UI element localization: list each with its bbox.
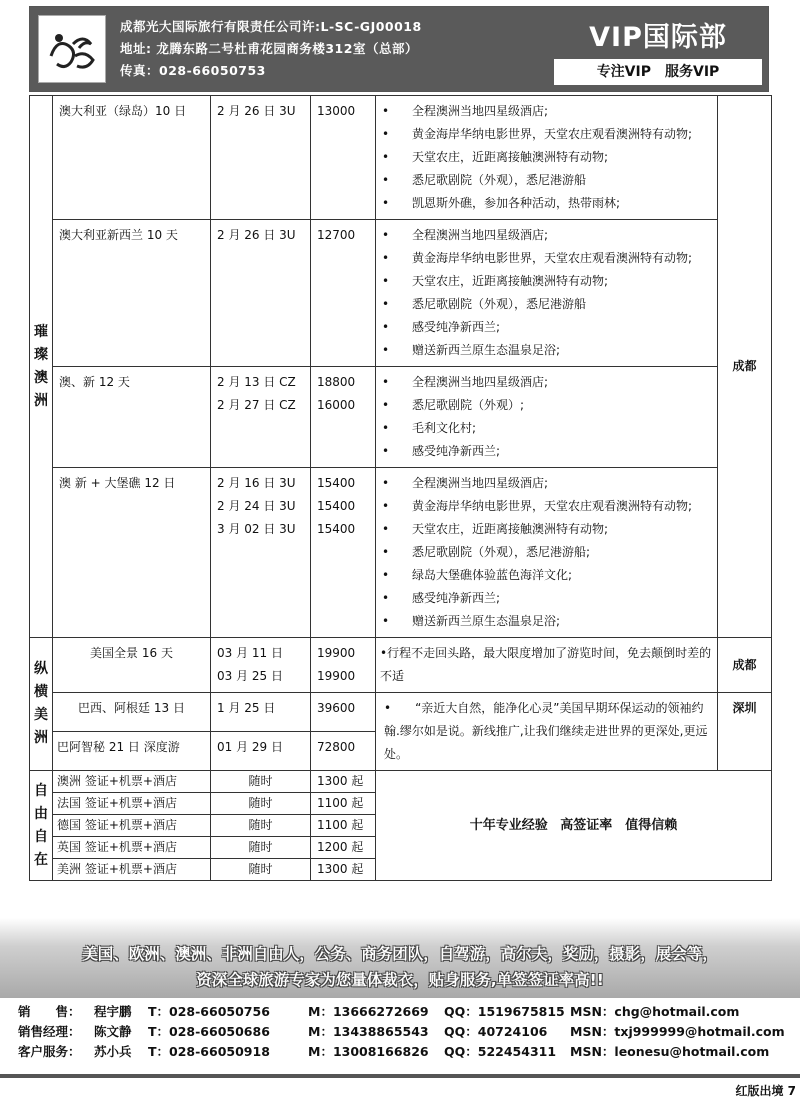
list-item: • 全程澳洲当地四星级酒店; <box>380 224 713 247</box>
tour-price: 39600 <box>311 693 376 732</box>
tour-highlights <box>376 367 718 468</box>
contact-role: 销售经理： <box>18 1024 81 1039</box>
list-item: • 悉尼歌剧院（外观）; <box>380 394 713 417</box>
list-item: • 黄金海岸华纳电影世界，天堂农庄观看澳洲特有动物; <box>380 247 713 270</box>
list-item: • 感受纯净新西兰; <box>380 440 713 463</box>
tour-name: 巴西、阿根廷 13 日 <box>53 693 211 732</box>
free-package: 英国 签证+机票+酒店 <box>53 837 211 859</box>
company-address: 地址: 龙腾东路二号杜甫花园商务楼312室（总部） <box>120 41 418 56</box>
free-date: 随时 <box>211 771 311 793</box>
tour-date: 2 月 16 日 3U 2 月 24 日 3U 3 月 02 日 3U <box>211 468 311 638</box>
tour-table <box>29 95 772 881</box>
tour-highlights <box>376 220 718 367</box>
contact-name: 程宇鹏 <box>94 1004 132 1019</box>
tour-name: 澳 新 + 大堡礁 12 日 <box>53 468 211 638</box>
tour-name: 巴阿智秘 21 日 深度游 <box>53 732 211 771</box>
free-price: 1100 起 <box>311 815 376 837</box>
list-item: • 凯恩斯外礁，参加各种活动，热带雨林; <box>380 192 713 215</box>
list-item: • 全程澳洲当地四星级酒店; <box>380 100 713 123</box>
tour-price: 72800 <box>311 732 376 771</box>
list-item: • 赠送新西兰原生态温泉足浴; <box>380 610 713 633</box>
free-price: 1300 起 <box>311 771 376 793</box>
tour-highlights <box>376 468 718 638</box>
promo-band <box>0 918 800 998</box>
footer-rule <box>0 1074 800 1078</box>
departure-city: 成都 <box>718 638 772 693</box>
tour-highlights: • “亲近大自然，能净化心灵”美国早期环保运动的领袖约翰.缪尔如是说。新线推广,让我们继续走进世界的更深处,更远处。 <box>376 693 718 771</box>
tour-name: 美国全景 16 天 <box>53 638 211 693</box>
contact-tel: T：028-66050756 <box>148 1004 270 1019</box>
company-info <box>120 16 422 82</box>
tour-date: 2 月 13 日 CZ 2 月 27 日 CZ <box>211 367 311 468</box>
vip-title: VIP国际部 <box>589 22 727 53</box>
departure-city: 深圳 <box>718 693 772 771</box>
tour-date: 1 月 25 日 <box>211 693 311 732</box>
table-row <box>30 638 772 693</box>
tour-date: 03 月 11 日 03 月 25 日 <box>211 638 311 693</box>
contact-name: 苏小兵 <box>94 1044 132 1059</box>
company-fax: 传真：028-66050753 <box>120 63 266 78</box>
company-logo-icon <box>39 16 105 82</box>
promo-line-2: 资深全球旅游专家为您量体裁衣，贴身服务,单签签证率高!! <box>196 971 604 989</box>
region-label-australia: 璀 璨 澳 洲 <box>30 96 53 638</box>
free-package: 法国 签证+机票+酒店 <box>53 793 211 815</box>
promo-line-1: 美国、欧洲、澳洲、非洲自由人，公务、商务团队，自驾游，高尔夫，奖励，摄影，展会等， <box>82 945 718 963</box>
contact-row <box>18 1042 788 1062</box>
list-item: • 绿岛大堡礁体验蓝色海洋文化; <box>380 564 713 587</box>
contact-mobile: M：13008166826 <box>308 1044 429 1059</box>
company-logo <box>38 15 106 83</box>
list-item: • 感受纯净新西兰; <box>380 587 713 610</box>
list-item: • 黄金海岸华纳电影世界，天堂农庄观看澳洲特有动物; <box>380 495 713 518</box>
list-item: • 悉尼歌剧院（外观），悉尼港游船; <box>380 541 713 564</box>
tour-price: 13000 <box>311 96 376 220</box>
contact-role: 销 售： <box>18 1004 81 1019</box>
list-item: • 全程澳洲当地四星级酒店; <box>380 472 713 495</box>
tour-name: 澳、新 12 天 <box>53 367 211 468</box>
list-item: • 天堂农庄，近距离接触澳洲特有动物; <box>380 146 713 169</box>
tour-name: 澳大利亚（绿岛）10 日 <box>53 96 211 220</box>
contact-msn: MSN：txj999999@hotmail.com <box>570 1024 785 1039</box>
tour-name: 澳大利亚新西兰 10 天 <box>53 220 211 367</box>
list-item: • 悉尼歌剧院（外观），悉尼港游船 <box>380 293 713 316</box>
contact-tel: T：028-66050918 <box>148 1044 270 1059</box>
contact-mobile: M：13666272669 <box>308 1004 429 1019</box>
region-label-free: 自 由 自 在 <box>30 771 53 881</box>
table-row <box>30 468 772 638</box>
contact-row <box>18 1022 788 1042</box>
contact-qq: QQ：1519675815 <box>444 1004 565 1019</box>
table-row <box>30 771 772 793</box>
company-name: 成都光大国际旅行有限责任公司许:L-SC-GJ00018 <box>120 19 422 34</box>
tour-price: 15400 15400 15400 <box>311 468 376 638</box>
table-row <box>30 96 772 220</box>
vip-slogan: 专注VIP 服务VIP <box>554 59 762 85</box>
contact-msn: MSN：chg@hotmail.com <box>570 1004 740 1019</box>
contact-qq: QQ：522454311 <box>444 1044 557 1059</box>
tour-price: 19900 19900 <box>311 638 376 693</box>
contact-tel: T：028-66050686 <box>148 1024 270 1039</box>
table-row <box>30 693 772 732</box>
free-date: 随时 <box>211 815 311 837</box>
list-item: • 毛利文化村; <box>380 417 713 440</box>
tour-date: 2 月 26 日 3U <box>211 220 311 367</box>
contact-mobile: M：13438865543 <box>308 1024 429 1039</box>
free-slogan: 十年专业经验 高签证率 值得信赖 <box>376 771 772 881</box>
free-package: 美洲 签证+机票+酒店 <box>53 859 211 881</box>
region-label-americas: 纵 横 美 洲 <box>30 638 53 771</box>
list-item: • 天堂农庄，近距离接触澳洲特有动物; <box>380 518 713 541</box>
contact-qq: QQ：40724106 <box>444 1024 548 1039</box>
contact-name: 陈文静 <box>94 1024 132 1039</box>
page-header <box>29 6 769 92</box>
contact-role: 客户服务： <box>18 1044 81 1059</box>
contact-msn: MSN：leonesu@hotmail.com <box>570 1044 770 1059</box>
tour-price: 12700 <box>311 220 376 367</box>
list-item: • 全程澳洲当地四星级酒店; <box>380 371 713 394</box>
list-item: • 赠送新西兰原生态温泉足浴; <box>380 339 713 362</box>
list-item: • 感受纯净新西兰; <box>380 316 713 339</box>
tour-highlights <box>376 96 718 220</box>
free-package: 德国 签证+机票+酒店 <box>53 815 211 837</box>
free-package: 澳洲 签证+机票+酒店 <box>53 771 211 793</box>
tour-date: 01 月 29 日 <box>211 732 311 771</box>
tour-date: 2 月 26 日 3U <box>211 96 311 220</box>
free-price: 1100 起 <box>311 793 376 815</box>
free-date: 随时 <box>211 837 311 859</box>
page-label: 红版出境 7 <box>735 1084 796 1098</box>
departure-city: 成都 <box>718 96 772 638</box>
contact-row <box>18 1002 788 1022</box>
list-item: • 天堂农庄，近距离接触澳洲特有动物; <box>380 270 713 293</box>
contact-list <box>18 1002 788 1062</box>
table-row <box>30 367 772 468</box>
free-price: 1200 起 <box>311 837 376 859</box>
free-price: 1300 起 <box>311 859 376 881</box>
free-date: 随时 <box>211 793 311 815</box>
tour-highlights: •行程不走回头路，最大限度增加了游览时间，免去颠倒时差的不适 <box>376 638 718 693</box>
list-item: • 黄金海岸华纳电影世界，天堂农庄观看澳洲特有动物; <box>380 123 713 146</box>
list-item: • 悉尼歌剧院（外观），悉尼港游船 <box>380 169 713 192</box>
tour-price: 18800 16000 <box>311 367 376 468</box>
table-row <box>30 220 772 367</box>
free-date: 随时 <box>211 859 311 881</box>
